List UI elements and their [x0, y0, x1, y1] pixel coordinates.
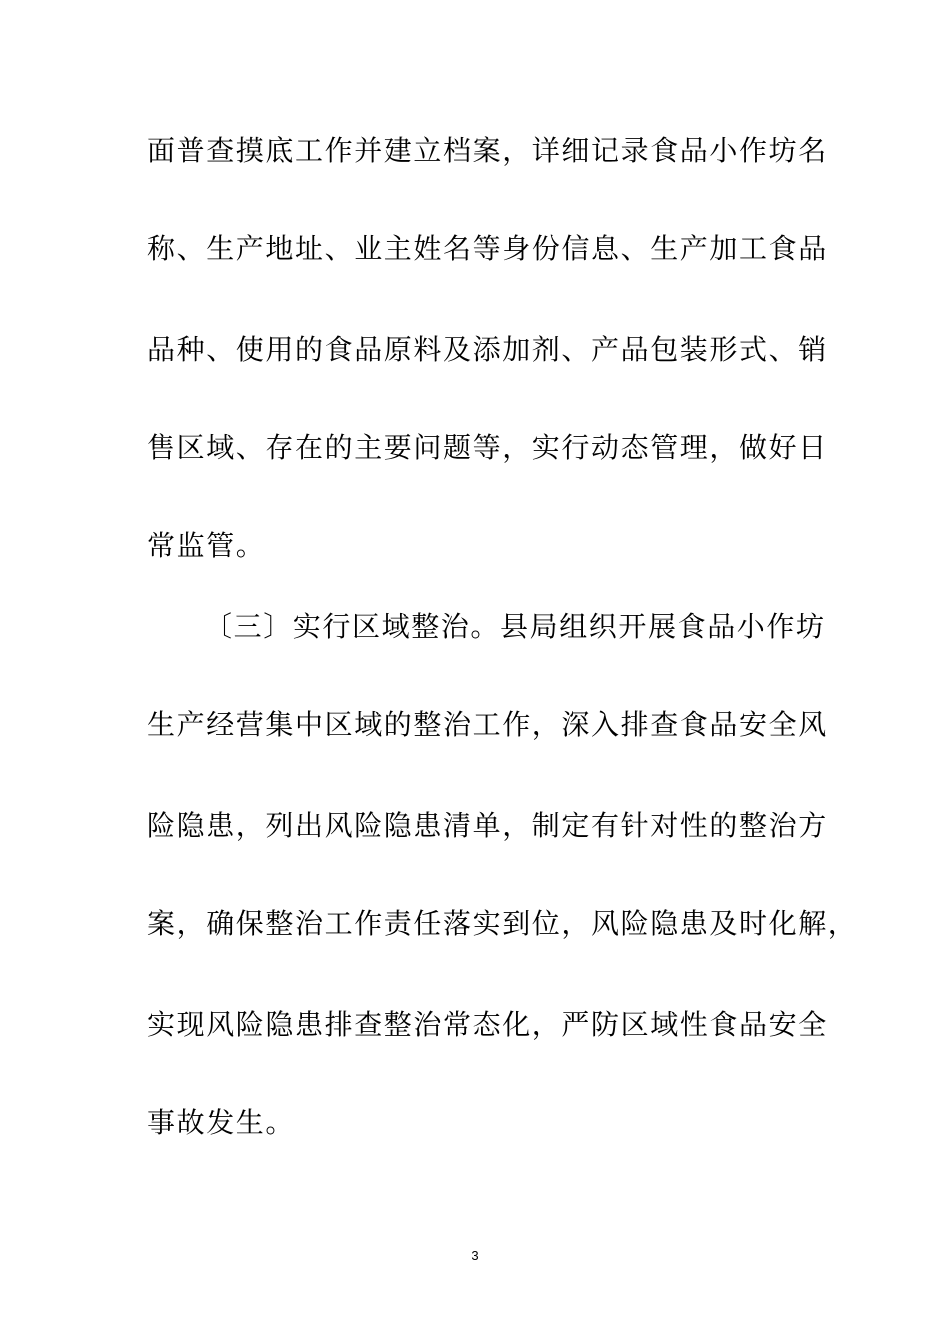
- text-line-6: 〔三〕实行区域整治。县局组织开展食品小作坊: [204, 610, 826, 643]
- text-line-4: 售区域、存在的主要问题等，实行动态管理，做好日: [147, 431, 828, 464]
- text-line-9: 案，确保整治工作责任落实到位，风险隐患及时化解，: [147, 907, 858, 940]
- text-line-5: 常监管。: [147, 529, 266, 562]
- page-number: 3: [471, 1248, 479, 1263]
- text-line-11: 事故发生。: [147, 1106, 296, 1139]
- text-line-2: 称、生产地址、业主姓名等身份信息、生产加工食品: [147, 232, 828, 265]
- text-line-10: 实现风险隐患排查整治常态化，严防区域性食品安全: [147, 1008, 828, 1041]
- text-line-8: 险隐患，列出风险隐患清单，制定有针对性的整治方: [147, 809, 828, 842]
- text-line-3: 品种、使用的食品原料及添加剂、产品包装形式、销: [147, 333, 828, 366]
- text-line-1: 面普查摸底工作并建立档案，详细记录食品小作坊名: [147, 134, 828, 167]
- text-line-7: 生产经营集中区域的整治工作，深入排查食品安全风: [147, 708, 828, 741]
